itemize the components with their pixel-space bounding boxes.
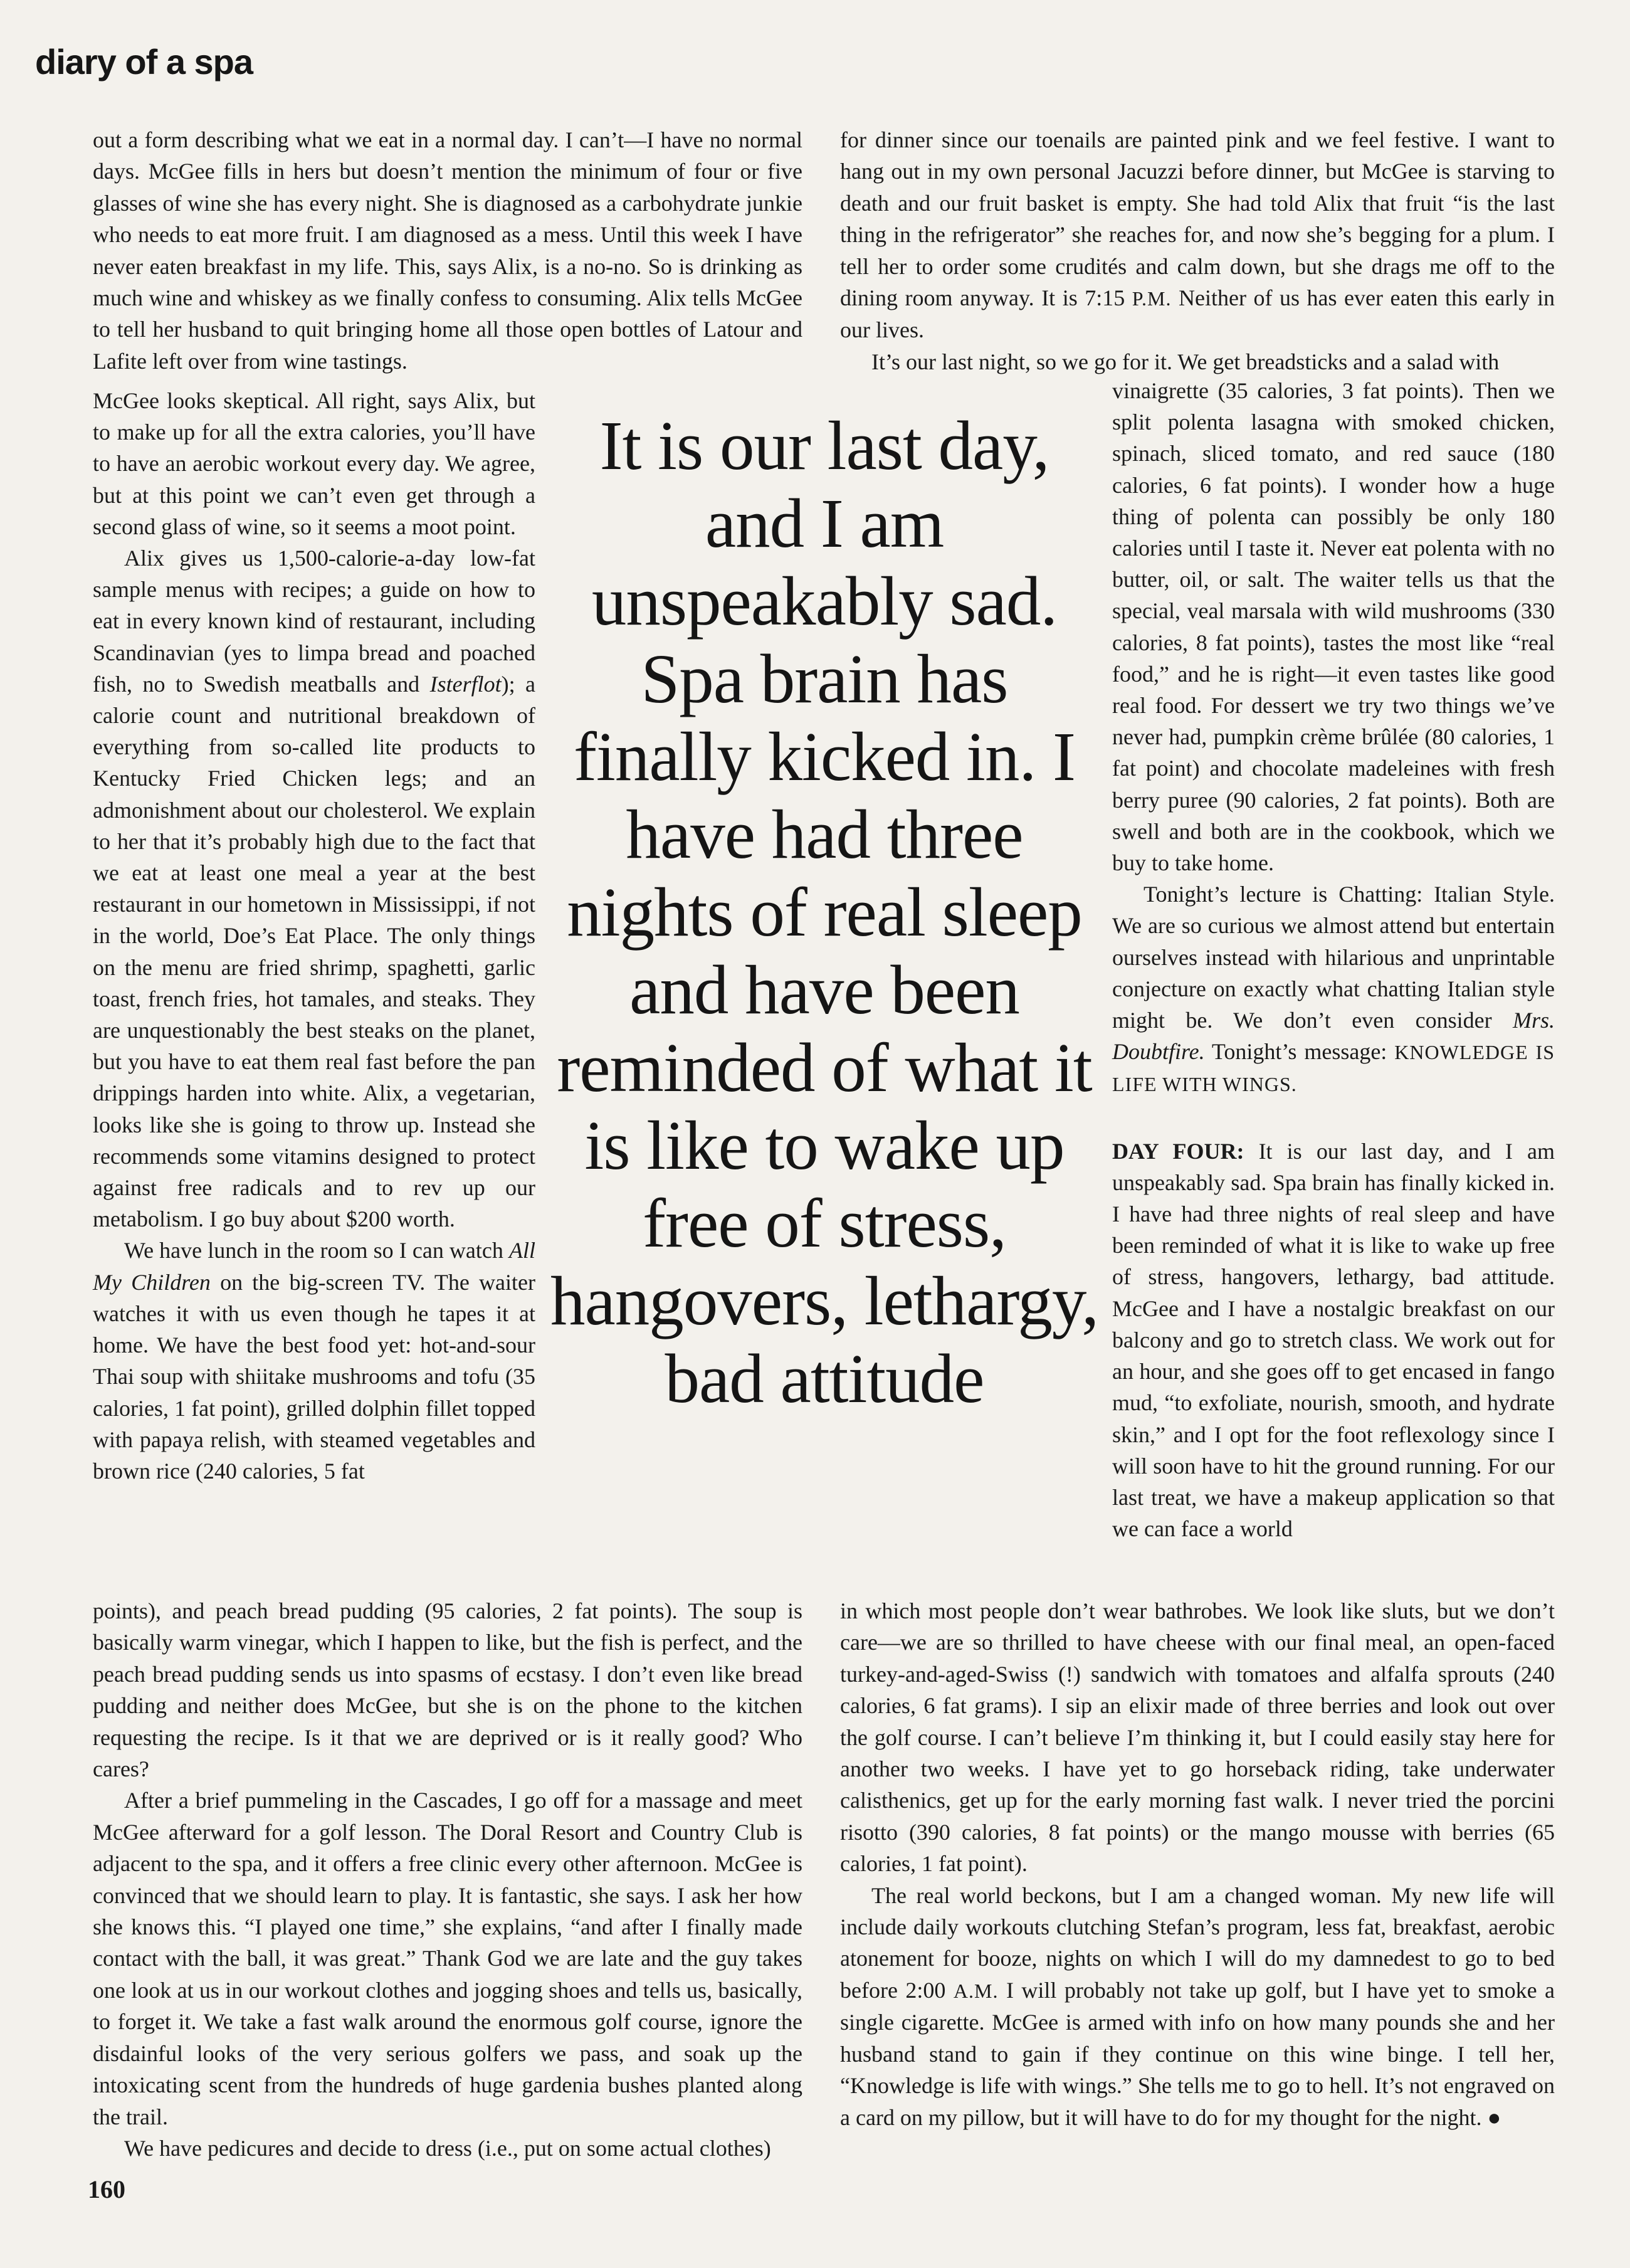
- paragraph: It’s our last night, so we go for it. We get breadsticks and a salad with: [871, 349, 1500, 374]
- paragraph: We have lunch in the room so I can watch All My Children on the big-screen TV. The waiter watches it with us even though he tapes it at home. We have the best food yet: hot-and-sour Thai soup with shiitake mushrooms and tofu (35 calories, 1 fat point), grilled dolphin fillet topped with papaya relish, with steamed vegetables and brown rice (240 calories, 5 fat: [93, 1238, 535, 1484]
- page-number: 160: [88, 2175, 125, 2203]
- paragraph: We have pedicures and decide to dress (i.e., put on some actual clothes): [124, 2135, 771, 2161]
- paragraph: DAY FOUR: It is our last day, and I am unspeakably sad. Spa brain has finally kicked in. I have had three nights of real sleep and have been reminded of what it is like to wake up free of stress, hangovers, lethargy, bad attitude. McGee and I have a nostalgic breakfast on our balcony and go to stretch class. We work out for an hour, and she goes off to get encased in fango mud, “to exfoliate, nourish, smooth, and hydrate skin,” and I opt for the foot reflexology since I will soon have to hit the ground running. For our last treat, we have a makeup application so that we can face a world: [1112, 1138, 1555, 1542]
- left-column-wrap: [93, 385, 535, 1487]
- right-column-wrap: [1112, 375, 1555, 1544]
- paragraph: points), and peach bread pudding (95 calories, 2 fat points). The soup is basically warm vinegar, which I happen to like, but the fish is perfect, and the peach bread pudding sends us into spasms of ecstasy. I don’t even like bread pudding and neither does McGee, but she is on the phone to the kitchen requesting the recipe. Is it that we are deprived or is it really good? Who cares?: [93, 1598, 802, 1782]
- right-column-top: [840, 124, 1555, 377]
- section-title: diary of a spa: [35, 42, 253, 82]
- paragraph: out a form describing what we eat in a normal day. I can’t—I have no normal days. McGee fills in hers but doesn’t mention the minimum of four or five glasses of wine she has every night. She is diagnosed as a carbohydrate junkie who needs to eat more fruit. I am diagnosed as a mess. Until this week I have never eaten breakfast in my life. This, says Alix, is a no-no. So is drinking as much wine and whiskey as we finally confess to consuming. Alix tells McGee to tell her husband to quit bringing home all those open bottles of Latour and Lafite left over from wine tastings.: [93, 127, 802, 374]
- paragraph: After a brief pummeling in the Cascades, I go off for a massage and meet McGee afterward for a golf lesson. The Doral Resort and Country Club is adjacent to the spa, and it offers a free clinic every other afternoon. McGee is convinced that we should learn to play. It is fantastic, she says. I ask her how she knows this. “I played one time,” she explains, “and after I finally made contact with the ball, it was great.” Thank God we are late and the guy takes one look at us in our workout clothes and jogging shoes and tells us, basically, to forget it. We take a fast walk around the enormous golf course, ignore the disdainful looks of the very serious golfers we pass, and soak up the intoxicating scent from the hundreds of huge gardenia bushes planted along the trail.: [93, 1788, 802, 2129]
- paragraph: Alix gives us 1,500-calorie-a-day low-fat sample menus with recipes; a guide on how to eat in every known kind of restaurant, including Scandinavian (yes to limpa bread and poached fish, no to Swedish meatballs and Isterflot); a calorie count and nutritional breakdown of everything from so-called lite products to Kentucky Fried Chicken legs; and an admonishment about our cholesterol. We explain to her that it’s probably high due to the fact that we eat at least one meal a year at the best restaurant in our hometown in Mississippi, if not in the world, Doe’s Eat Place. The only things on the menu are fried shrimp, spaghetti, garlic toast, french fries, hot tamales, and steaks. They are unquestionably the best steaks on the planet, but you have to eat them real fast before the pan drippings harden into white. Alix, a vegetarian, looks like she is going to throw up. Instead she recommends some vitamins designed to protect against free radicals and to rev up our metabolism. I go buy about $200 worth.: [93, 546, 536, 1232]
- left-column-top: [93, 124, 802, 377]
- paragraph: for dinner since our toenails are painted pink and we feel festive. I want to hang out in my own personal Jacuzzi before dinner, but McGee is starving to death and our fruit basket is empty. She had told Alix that fruit “is the last thing in the refrigerator” she reaches for, and now she’s begging for a plum. I tell her to order some crudités and calm down, but she drags me off to the dining room anyway. It is 7:15 P.M. Neither of us has ever eaten this early in our lives.: [840, 127, 1555, 343]
- paragraph: Tonight’s lecture is Chatting: Italian Style. We are so curious we almost attend but entertain ourselves instead with hilarious and unprintable conjecture on exactly what chatting Italian style might be. We don’t even consider Mrs. Doubtfire. Tonight’s message: KNOWLEDGE IS LIFE WITH WINGS.: [1112, 882, 1555, 1096]
- right-column-bottom: [840, 1595, 1555, 2133]
- day-four-label: DAY FOUR:: [1112, 1138, 1244, 1164]
- left-column-bottom: [93, 1595, 802, 2164]
- pull-quote: It is our last day, and I am unspeakably sad. Spa brain has finally kicked in. I have had three nights of real sleep and have been reminded of what it is like to wake up free of stress, hangovers, lethargy, bad attitude: [550, 408, 1098, 1418]
- paragraph: The real world beckons, but I am a changed woman. My new life will include daily workouts clutching Stefan’s program, less fat, breakfast, aerobic atonement for booze, nights on which I will do my damnedest to go to bed before 2:00 A.M. I will probably not take up golf, but I have yet to smoke a single cigarette. McGee is armed with info on how many pounds she and her husband stand to gain if they continue on this wine binge. I tell her, “Knowledge is life with wings.” She tells me to go to hell. It’s not engraved on a card on my pillow, but it will have to do for my thought for the night. ●: [840, 1882, 1555, 2130]
- paragraph: vinaigrette (35 calories, 3 fat points). Then we split polenta lasagna with smoked chicken, spinach, sliced tomato, and red sauce (180 calories, 6 fat points). I wonder how a huge thing of polenta can possibly be only 180 calories until I taste it. Never eat polenta with no butter, oil, or salt. The waiter tells us that the special, veal marsala with wild mushrooms (330 calories, 8 fat points), tastes the most like “real food,” and he is right—it even tastes like good real food. For dessert we try two things we’ve never had, pumpkin crème brûlée (80 calories, 1 fat point) and chocolate madeleines with fresh berry puree (90 calories, 2 fat points). Both are swell and both are in the cookbook, which we buy to take home.: [1112, 378, 1555, 876]
- paragraph: McGee looks skeptical. All right, says Alix, but to make up for all the extra calories, you’ll have to have an aerobic workout every day. We agree, but at this point we can’t even get through a second glass of wine, so it seems a moot point.: [93, 388, 535, 539]
- paragraph: in which most people don’t wear bathrobes. We look like sluts, but we don’t care—we are so thrilled to have cheese with our final meal, an open-faced turkey-and-aged-Swiss (!) sandwich with tomatoes and alfalfa sprouts (240 calories, 6 fat grams). I sip an elixir made of three berries and look out over the golf course. I can’t believe I’m thinking it, but I could easily stay here for another two weeks. I have yet to go horseback riding, take underwater calisthenics, get up for the early morning fast walk. I never tried the porcini risotto (390 calories, 8 fat points) or the mango mousse with berries (65 calories, 1 fat point).: [840, 1598, 1555, 1877]
